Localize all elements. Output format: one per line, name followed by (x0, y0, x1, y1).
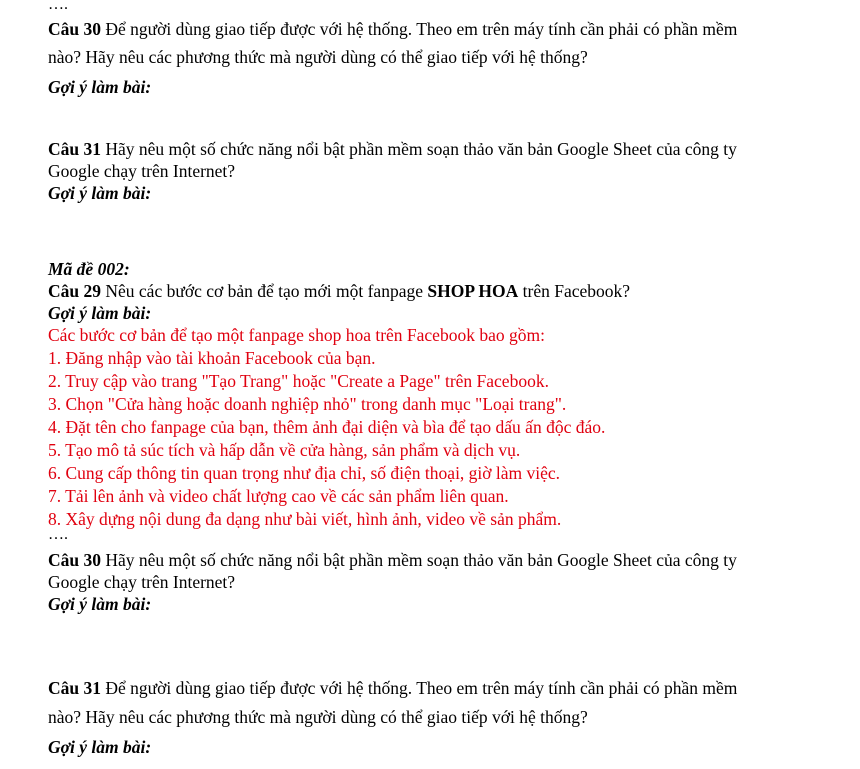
question-30b-line1: Câu 30 Hãy nêu một số chức năng nổi bật phần mềm soạn thảo văn bản Google Sheet của công ty (48, 550, 737, 570)
question-31a-hint: Gợi ý làm bài: (48, 183, 152, 203)
answer-step: 5. Tạo mô tả súc tích và hấp dẫn về cửa hàng, sản phẩm và dịch vụ. (48, 440, 521, 460)
question-31b-hint: Gợi ý làm bài: (48, 737, 152, 757)
question-30a-line1: Câu 30 Để người dùng giao tiếp được với hệ thống. Theo em trên máy tính cần phải có phần mềm (48, 19, 738, 39)
question-30a-line2: nào? Hãy nêu các phương thức mà người dùng có thể giao tiếp với hệ thống? (48, 47, 588, 67)
shop-hoa-emphasis: SHOP HOA (427, 281, 519, 301)
question-31a-label: Câu 31 (48, 139, 101, 159)
question-31a-line2: Google chạy trên Internet? (48, 161, 236, 181)
answer-step: 4. Đặt tên cho fanpage của bạn, thêm ảnh đại diện và bìa để tạo dấu ấn độc đáo. (48, 417, 606, 437)
top-ellipsis: …. (48, 0, 68, 13)
answer-step: 8. Xây dựng nội dung đa dạng như bài viết, hình ảnh, video về sản phẩm. (48, 509, 562, 529)
question-31b-line2: nào? Hãy nêu các phương thức mà người dùng có thể giao tiếp với hệ thống? (48, 707, 588, 727)
question-29-hint: Gợi ý làm bài: (48, 303, 152, 323)
question-30b-label: Câu 30 (48, 550, 101, 570)
answer-intro: Các bước cơ bản để tạo một fanpage shop hoa trên Facebook bao gồm: (48, 325, 545, 345)
answer-step: 6. Cung cấp thông tin quan trọng như địa chỉ, số điện thoại, giờ làm việc. (48, 463, 561, 483)
answer-step: 7. Tải lên ảnh và video chất lượng cao về các sản phẩm liên quan. (48, 486, 509, 506)
question-29-label: Câu 29 (48, 281, 101, 301)
question-30a-hint: Gợi ý làm bài: (48, 77, 152, 97)
question-31b-line1: Câu 31 Để người dùng giao tiếp được với hệ thống. Theo em trên máy tính cần phải có phần mềm (48, 678, 738, 698)
exam-code-heading: Mã đề 002: (48, 259, 130, 279)
answer-step: 3. Chọn "Cửa hàng hoặc doanh nghiệp nhỏ" trong danh mục "Loại trang". (48, 394, 567, 414)
question-31b-label: Câu 31 (48, 678, 101, 698)
question-29-line: Câu 29 Nêu các bước cơ bản để tạo mới một fanpage SHOP HOA trên Facebook? (48, 281, 631, 301)
question-30a-label: Câu 30 (48, 19, 101, 39)
question-30b-hint: Gợi ý làm bài: (48, 594, 152, 614)
question-31a-line1: Câu 31 Hãy nêu một số chức năng nổi bật phần mềm soạn thảo văn bản Google Sheet của công ty (48, 139, 737, 159)
answer-step: 1. Đăng nhập vào tài khoản Facebook của bạn. (48, 348, 376, 368)
mid-ellipsis: …. (48, 526, 68, 543)
question-30b-line2: Google chạy trên Internet? (48, 572, 236, 592)
answer-step: 2. Truy cập vào trang "Tạo Trang" hoặc "Create a Page" trên Facebook. (48, 371, 549, 391)
